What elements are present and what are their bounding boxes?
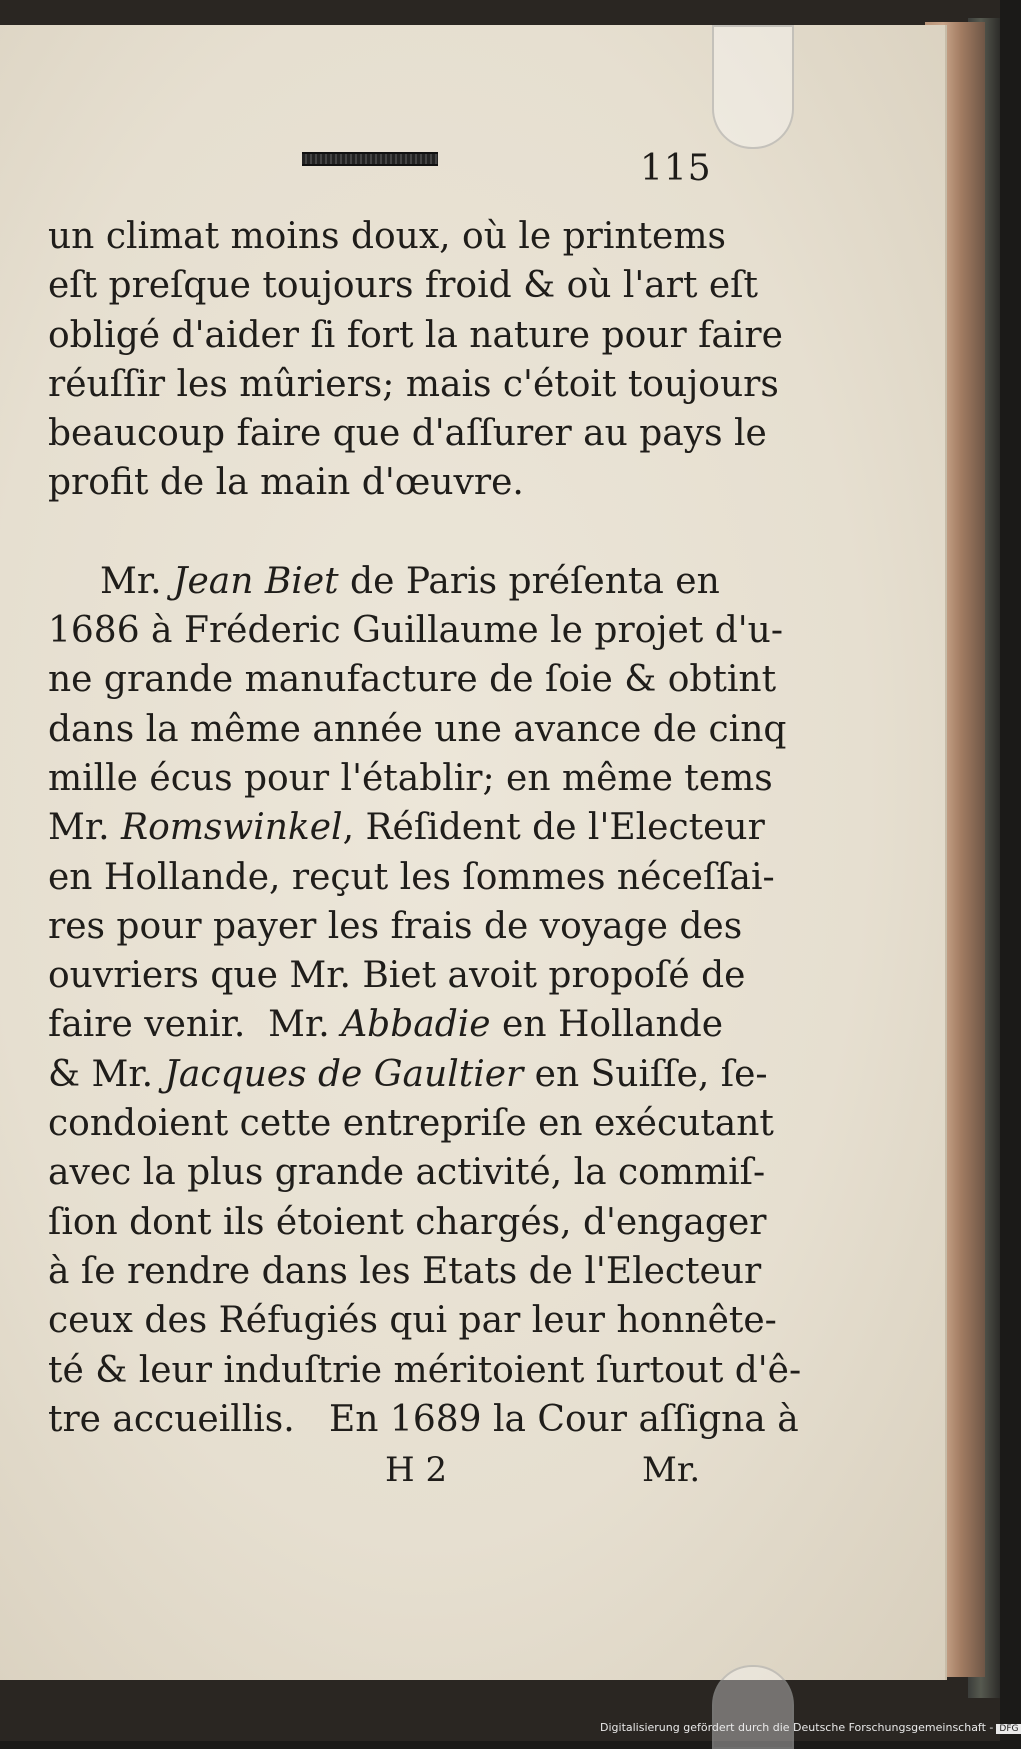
text-line: eſt preſque toujours froid & où l'art eſt [48, 265, 758, 307]
text-line: obligé d'aider ſi fort la nature pour faire [48, 314, 783, 356]
paragraph-1 [48, 212, 783, 508]
dfg-logo: DFG [996, 1724, 1021, 1734]
page-clip-bottom [712, 1665, 794, 1749]
signature-mark: H 2 [385, 1450, 448, 1490]
text-line: réuſſir les mûriers; mais c'étoit toujours [48, 363, 779, 405]
paragraph-2 [48, 557, 802, 1444]
digitization-credit: Digitalisierung gefördert durch die Deutsche Forschungsgemeinschaft - DFG [600, 1721, 1021, 1734]
text-line: ſion dont ils étoient chargés, d'engager [48, 1201, 767, 1243]
text-line: 1686 à Fréderic Guillaume le projet d'u- [48, 610, 784, 652]
text-line: beaucoup faire que d'aſſurer au pays le [48, 413, 767, 455]
text-line: en Hollande, reçut les ſommes néceſſai- [48, 856, 775, 898]
text-line: res pour payer les frais de voyage des [48, 905, 743, 947]
text-line: ne grande manufacture de ſoie & obtint [48, 659, 777, 701]
person-name: Jean Biet [173, 560, 339, 602]
person-name: Jacques de Gaultier [164, 1053, 524, 1095]
text-line: ouvriers que Mr. Biet avoit propoſé de [48, 955, 746, 997]
text-line: té & leur induſtrie méritoient ſurtout d'ê- [48, 1349, 802, 1391]
page-number: 115 [640, 148, 712, 189]
text-line: à ſe rendre dans les Etats de l'Electeur [48, 1250, 762, 1292]
text-line: avec la plus grande activité, la commiſ- [48, 1152, 766, 1194]
text-line: tre accueillis. En 1689 la Cour aſſigna à [48, 1398, 799, 1440]
text-line: dans la même année une avance de cinq [48, 708, 787, 750]
header-ornament [302, 152, 438, 166]
person-name: Abbadie [341, 1004, 491, 1046]
page-clip-top [712, 25, 794, 149]
catchword: Mr. [642, 1450, 701, 1490]
text-line: profit de la main d'œuvre. [48, 462, 524, 504]
text-line: Mr. Romswinkel, Réſident de l'Electeur [48, 807, 765, 849]
text-line: mille écus pour l'établir; en même tems [48, 757, 773, 799]
text-line: un climat moins doux, où le printems [48, 216, 726, 257]
text-line: ceux des Réfugiés qui par leur honnête- [48, 1300, 777, 1342]
text-line: condoient cette entrepriſe en exécutant [48, 1103, 774, 1145]
person-name: Romswinkel [121, 807, 343, 849]
body-text [48, 212, 802, 1444]
text-line: & Mr. Jacques de Gaultier en Suiſſe, ſe- [48, 1053, 768, 1095]
text-line: Mr. Jean Biet de Paris préſenta en [100, 560, 720, 602]
text-line: faire venir. Mr. Abbadie en Hollande [48, 1004, 724, 1046]
